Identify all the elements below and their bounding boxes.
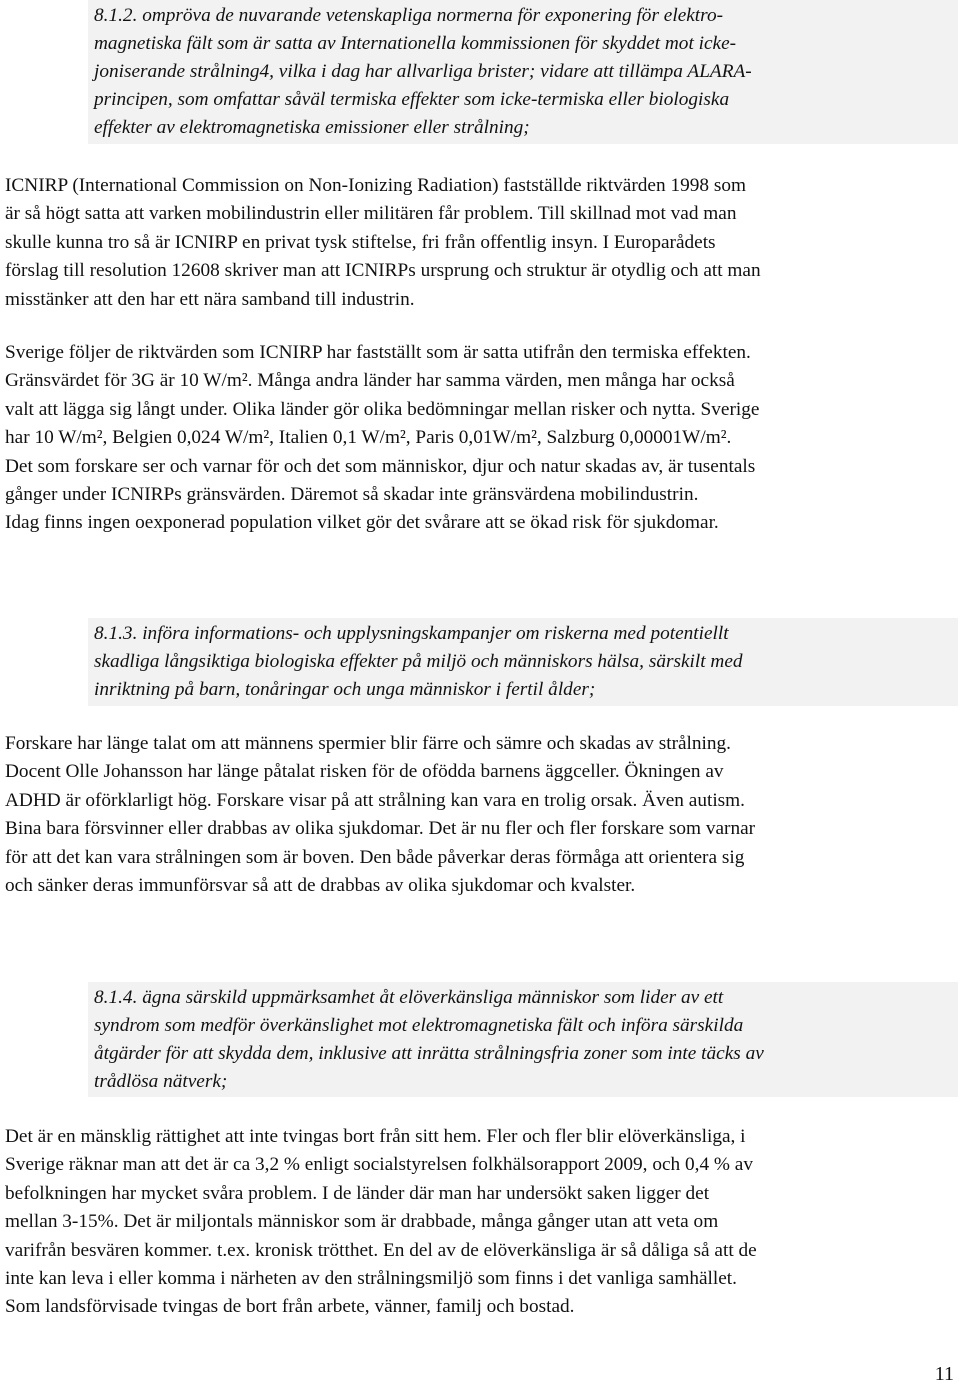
text-line: Sverige följer de riktvärden som ICNIRP har fastställt som är satta utifrån den termiska effekten. <box>5 342 751 363</box>
text-line: Sverige räknar man att det är ca 3,2 % enligt socialstyrelsen folkhälsorapport 2009, och 0,4 % av <box>5 1154 753 1176</box>
quote-line: magnetiska fält som är satta av Internationella kommissionen för skyddet mot icke- <box>94 33 737 54</box>
text-line: varifrån besvären kommer. t.ex. kronisk trötthet. En del av de elöverkänsliga är så dåliga så att de <box>5 1239 757 1261</box>
text-line: mellan 3-15%. Det är miljontals människor som är drabbade, många gånger utan att veta om <box>5 1211 719 1233</box>
text-line: Gränsvärdet för 3G är 10 W/m². Många andra länder har samma värden, men många har också <box>5 370 735 392</box>
text-line: Bina bara försvinner eller drabbas av olika sjukdomar. Det är nu fler och fler forskare som varnar <box>5 818 756 840</box>
text-line: befolkningen har mycket svåra problem. I de länder där man har undersökt saken ligger det <box>5 1182 710 1204</box>
text-line: Det är en mänsklig rättighet att inte tvingas bort från sitt hem. Fler och fler blir elöverkänsliga, i <box>5 1126 746 1147</box>
paragraph-manniskliga-rattighet <box>5 1123 960 1322</box>
text-line: inte kan leva i eller komma i närheten av den strålningsmiljö som finns i det vanliga samhället. <box>5 1268 737 1290</box>
text-line: misstänker att den har ett nära samband till industrin. <box>5 288 415 310</box>
text-line: är så högt satta att varken mobilindustrin eller militären får problem. Till skillnad mot vad man <box>5 203 737 225</box>
quote-line: 8.1.4. ägna särskild uppmärksamhet åt elöverkänsliga människor som lider av ett <box>94 987 724 1008</box>
quote-line: åtgärder för att skydda dem, inklusive att inrätta strålningsfria zoner som inte täcks av <box>94 1043 764 1064</box>
quote-line: skadliga långsiktiga biologiska effekter på miljö och människors hälsa, särskilt med <box>94 651 743 672</box>
quote-8-1-2 <box>88 0 958 144</box>
quote-line: syndrom som medför överkänslighet mot elektromagnetiska fält och införa särskilda <box>94 1015 744 1036</box>
text-line: förslag till resolution 12608 skriver man att ICNIRPs ursprung och struktur är otydlig och att man <box>5 260 761 282</box>
quote-line: 8.1.3. införa informations- och upplysningskampanjer om riskerna med potentiellt <box>94 623 729 644</box>
text-line: Som landsförvisade tvingas de bort från arbete, vänner, familj och bostad. <box>5 1296 575 1318</box>
page-number: 11 <box>934 1363 954 1385</box>
paragraph-forskare <box>5 730 960 900</box>
quote-8-1-3 <box>88 618 958 706</box>
text-line: ADHD är oförklarligt hög. Forskare visar på att strålning kan vara en trolig orsak. Även autism. <box>5 789 745 811</box>
quote-line: trådlösa nätverk; <box>94 1071 228 1092</box>
quote-line: inriktning på barn, tonåringar och unga människor i fertil ålder; <box>94 679 596 700</box>
quote-line: 8.1.2. ompröva de nuvarande vetenskapliga normerna för exponering för elektro- <box>94 5 724 26</box>
text-line: Forskare har länge talat om att männens spermier blir färre och sämre och skadas av strålning. <box>5 733 732 754</box>
text-line: har 10 W/m², Belgien 0,024 W/m², Italien 0,1 W/m², Paris 0,01W/m², Salzburg 0,00001W/m². <box>5 427 732 449</box>
text-line: Idag finns ingen oexponerad population vilket gör det svårare att se ökad risk för sjukdomar. <box>5 512 719 534</box>
text-line: Docent Olle Johansson har länge påtalat risken för de ofödda barnens äggceller. Ökningen av <box>5 761 724 783</box>
quote-8-1-4 <box>88 982 958 1097</box>
text-line: skulle kunna tro så är ICNIRP en privat tysk stiftelse, fri från offentlig insyn. I Europarådets <box>5 231 716 253</box>
quote-line: joniserande strålning4, vilka i dag har allvarliga brister; vidare att tillämpa ALARA- <box>94 61 752 82</box>
quote-line: principen, som omfattar såväl termiska effekter som icke-termiska eller biologiska <box>94 89 730 110</box>
text-line: Det som forskare ser och varnar för och det som människor, djur och natur skadas av, är tusentals <box>5 455 756 477</box>
text-line: och sänker deras immunförsvar så att de drabbas av olika sjukdomar och kvalster. <box>5 875 636 897</box>
text-line: gånger under ICNIRPs gränsvärden. Däremot så skadar inte gränsvärdena mobilindustrin. <box>5 484 699 506</box>
text-line: valt att lägga sig långt under. Olika länder gör olika bedömningar mellan risker och nytta. Sverige <box>5 398 760 420</box>
text-line: för att det kan vara strålningen som är boven. Den både påverkar deras förmåga att orientera sig <box>5 846 745 868</box>
paragraph-sverige <box>5 339 960 538</box>
paragraph-icnirp <box>5 172 960 314</box>
quote-line: effekter av elektromagnetiska emissioner eller strålning; <box>94 117 530 138</box>
text-line: ICNIRP (International Commission on Non-Ionizing Radiation) fastställde riktvärden 1998 som <box>5 175 746 196</box>
